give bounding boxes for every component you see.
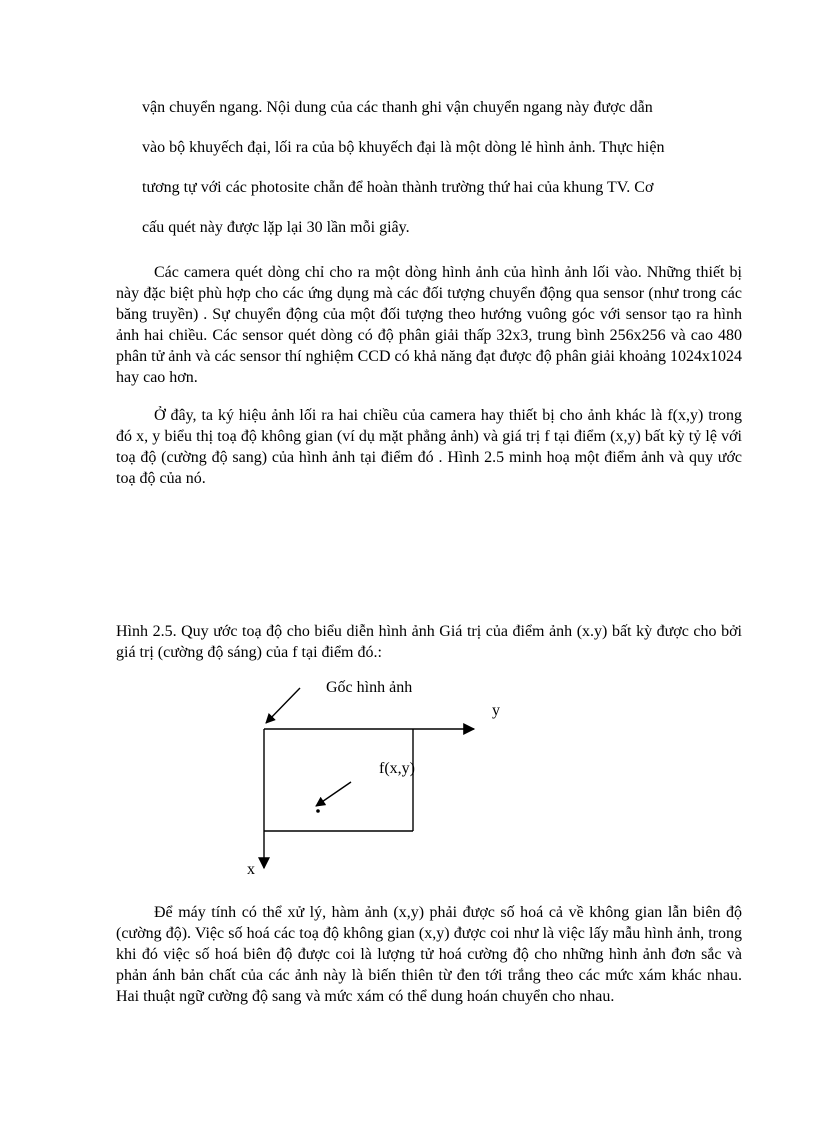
origin-pointer-arrow <box>266 688 300 723</box>
text-line: tương tự với các photosite chẵn để hoàn thành trường thứ hai của khung TV. Cơ <box>142 179 654 196</box>
origin-label: Gốc hình ảnh <box>326 679 413 696</box>
paragraph-image-function: Ở đây, ta ký hiệu ảnh lối ra hai chiều của camera hay thiết bị cho ảnh khác là f(x,y) trong đó x, y biểu thị toạ độ không gian (ví dụ mặt phẳng ảnh) và giá trị f tại điểm (x,y) bất kỳ tỷ lệ với toạ độ (cường độ sang) của hình ảnh tại điểm đó . Hình 2.5 minh hoạ một điểm ảnh và quy ước toạ độ của nó. <box>116 407 742 487</box>
y-axis-label: y <box>492 702 500 719</box>
coordinate-diagram <box>240 676 540 886</box>
paragraph-digitization: Để máy tính có thể xử lý, hàm ảnh (x,y) phải được số hoá cả về không gian lẫn biên độ (cường độ). Việc số hoá các toạ độ không gian (x,y) được coi như là việc lấy mẫu hình ảnh, trong khi đó việc số hoá biên độ được coi là lượng tử hoá cường độ cho những hình ảnh đơn sắc và phản ánh bản chất của các ảnh này là biến thiên từ đen tới trắng theo các mức xám khác nhau. Hai thuật ngữ cường độ sang và mức xám có thể dung hoán chuyển cho nhau. <box>116 904 742 1005</box>
paragraph-continued <box>142 88 742 248</box>
pixel-pointer-arrow <box>316 782 351 806</box>
text-line: cấu quét này được lặp lại 30 lần mỗi giây. <box>142 219 410 236</box>
x-axis-label: x <box>247 861 255 878</box>
pixel-point <box>316 809 320 813</box>
figure-caption: Hình 2.5. Quy ước toạ độ cho biểu diễn hình ảnh Giá trị của điểm ảnh (x.y) bất kỳ được cho bởi giá trị (cường độ sáng) của f tại điểm đó.: <box>116 623 742 661</box>
paragraph-line-scan-cameras: Các camera quét dòng chỉ cho ra một dòng hình ảnh của hình ảnh lối vào. Những thiết bị này đặc biệt phù hợp cho các ứng dụng mà các đối tượng chuyển động qua sensor (như trong các băng truyền) . Sự chuyển động của một đối tượng theo hướng vuông góc với sensor tạo ra hình ảnh hai chiều. Các sensor quét dòng có độ phân giải thấp 32x3, trung bình 256x256 và cao 480 phân tử ảnh và các sensor thí nghiệm CCD có khả năng đạt được độ phân giải khoảng 1024x1024 hay cao hơn. <box>116 264 742 386</box>
text-line: vào bộ khuyếch đại, lối ra của bộ khuyếch đại là một dòng lẻ hình ảnh. Thực hiện <box>142 139 665 156</box>
point-label: f(x,y) <box>379 760 415 777</box>
text-line: vận chuyển ngang. Nội dung của các thanh ghi vận chuyển ngang này được dẫn <box>142 99 653 116</box>
